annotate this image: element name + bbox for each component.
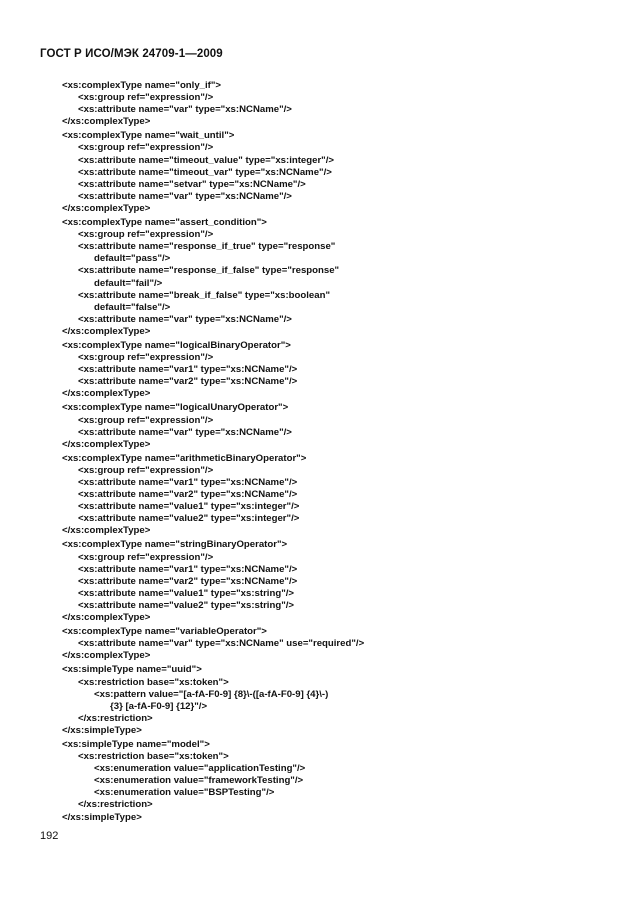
code-line: <xs:group ref="expression"/>: [78, 142, 214, 154]
code-line: <xs:complexType name="logicalUnaryOperator">: [62, 402, 289, 414]
code-section: [62, 453, 602, 538]
code-line: </xs:complexType>: [62, 202, 151, 214]
code-line: <xs:complexType name="stringBinaryOperator">: [62, 539, 288, 551]
code-section: [62, 626, 602, 662]
code-line: <xs:group ref="expression"/>: [78, 464, 214, 476]
code-line: <xs:group ref="expression"/>: [78, 414, 214, 426]
code-line: </xs:complexType>: [62, 388, 151, 400]
code-section: [62, 539, 602, 624]
code-line: <xs:attribute name="var2" type="xs:NCName"/>: [78, 575, 298, 587]
code-line: <xs:complexType name="variableOperator">: [62, 626, 267, 638]
code-line: </xs:restriction>: [78, 712, 153, 724]
code-line: <xs:attribute name="timeout_var" type="xs:NCName"/>: [78, 166, 332, 178]
code-section: [62, 80, 602, 128]
page-header: ГОСТ Р ИСО/МЭК 24709-1—2009: [40, 48, 223, 60]
code-line: </xs:simpleType>: [62, 811, 142, 823]
code-line: </xs:restriction>: [78, 799, 153, 811]
code-line: </xs:complexType>: [62, 438, 151, 450]
code-line: <xs:attribute name="var1" type="xs:NCName"/>: [78, 563, 298, 575]
code-section: [62, 739, 602, 824]
code-line: default="fail"/>: [94, 277, 163, 289]
code-line: </xs:complexType>: [62, 325, 151, 337]
code-line: <xs:attribute name="value2" type="xs:string"/>: [78, 599, 295, 611]
code-section: [62, 664, 602, 737]
code-line: <xs:group ref="expression"/>: [78, 352, 214, 364]
code-line: <xs:attribute name="var" type="xs:NCName"/>: [78, 313, 292, 325]
code-line: <xs:attribute name="var1" type="xs:NCName"/>: [78, 364, 298, 376]
code-line: <xs:simpleType name="model">: [62, 738, 210, 750]
code-line: <xs:attribute name="var" type="xs:NCName" use="required"/>: [78, 638, 365, 650]
code-section: [62, 130, 602, 215]
code-line: <xs:restriction base="xs:token">: [78, 751, 229, 763]
code-line: <xs:complexType name="assert_condition">: [62, 217, 267, 229]
code-line: <xs:complexType name="wait_until">: [62, 130, 235, 142]
code-line: <xs:attribute name="var" type="xs:NCName"/>: [78, 190, 292, 202]
code-line: <xs:attribute name="break_if_false" type="xs:boolean": [78, 289, 331, 301]
code-line: </xs:complexType>: [62, 525, 151, 537]
code-line: <xs:attribute name="setvar" type="xs:NCName"/>: [78, 178, 306, 190]
code-section: [62, 340, 602, 400]
code-line: <xs:attribute name="response_if_true" type="response": [78, 241, 336, 253]
code-line: <xs:attribute name="var" type="xs:NCName"/>: [78, 426, 292, 438]
code-line: <xs:complexType name="logicalBinaryOperator">: [62, 339, 291, 351]
code-line: <xs:complexType name="only_if">: [62, 80, 222, 91]
code-line: </xs:simpleType>: [62, 724, 142, 736]
code-line: <xs:group ref="expression"/>: [78, 92, 214, 104]
code-line: <xs:attribute name="var1" type="xs:NCName"/>: [78, 477, 298, 488]
code-line: <xs:pattern value="[a-fA-F0-9] {8}\-([a-fA-F0-9] {4}\-): [94, 688, 329, 700]
code-line: <xs:enumeration value="applicationTesting"/>: [94, 763, 306, 775]
code-line: </xs:complexType>: [62, 650, 151, 662]
code-line: <xs:attribute name="var2" type="xs:NCName"/>: [78, 489, 298, 501]
code-line: <xs:attribute name="var" type="xs:NCName"/>: [78, 104, 292, 116]
code-line: <xs:attribute name="var2" type="xs:NCName"/>: [78, 376, 298, 388]
code-line: <xs:enumeration value="BSPTesting"/>: [94, 787, 275, 799]
code-line: default="pass"/>: [94, 253, 171, 265]
code-line: {3} [a-fA-F0-9] {12}"/>: [110, 700, 208, 712]
code-line: <xs:attribute name="timeout_value" type="xs:integer"/>: [78, 154, 334, 166]
code-line: <xs:group ref="expression"/>: [78, 229, 214, 241]
page-number: 192: [40, 830, 59, 842]
code-line: <xs:complexType name="arithmeticBinaryOperator">: [62, 452, 307, 464]
code-line: <xs:attribute name="response_if_false" type="response": [78, 265, 340, 277]
code-line: <xs:attribute name="value1" type="xs:integer"/>: [78, 501, 300, 513]
code-section: [62, 217, 602, 338]
code-line: <xs:group ref="expression"/>: [78, 551, 214, 563]
code-line: <xs:restriction base="xs:token">: [78, 676, 229, 688]
code-line: </xs:complexType>: [62, 116, 151, 128]
xml-schema-code-block: [62, 80, 602, 824]
code-section: [62, 402, 602, 450]
code-line: default="false"/>: [94, 301, 171, 313]
code-line: <xs:attribute name="value2" type="xs:integer"/>: [78, 513, 300, 525]
code-line: <xs:simpleType name="uuid">: [62, 664, 202, 676]
code-line: <xs:attribute name="value1" type="xs:string"/>: [78, 587, 295, 599]
code-line: <xs:enumeration value="frameworkTesting"/>: [94, 775, 304, 787]
code-line: </xs:complexType>: [62, 612, 151, 624]
